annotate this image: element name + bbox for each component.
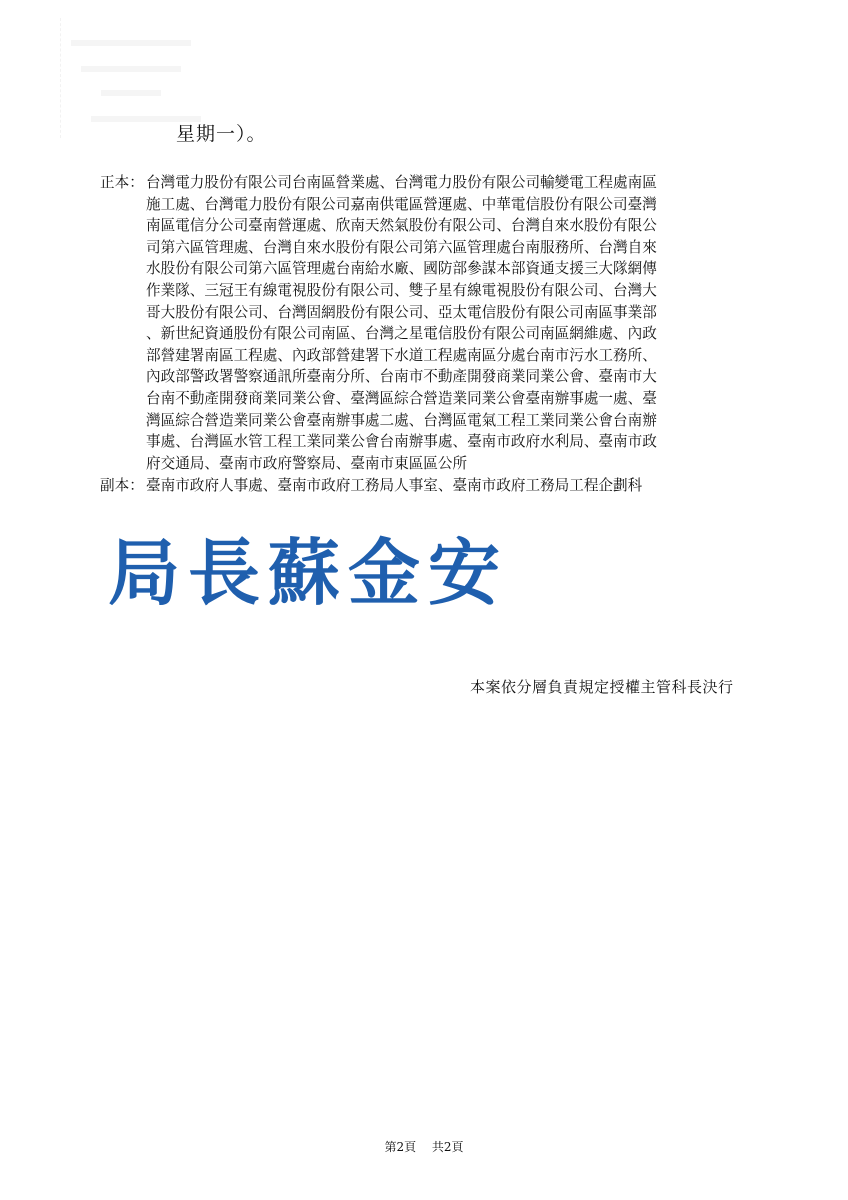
recipient-line: 事處、台灣區水管工程工業同業公會台南辦事處、臺南市政府水利局、臺南市政 xyxy=(146,433,657,451)
copy-recipients-label: 副本： xyxy=(100,477,144,495)
recipients-block xyxy=(100,172,760,497)
main-recipients xyxy=(100,172,760,474)
page-total: 共2頁 xyxy=(431,1140,464,1154)
recipient-line: 、新世紀資通股份有限公司南區、台灣之星電信股份有限公司南區網維處、內政 xyxy=(146,325,657,343)
recipient-line: 內政部警政署警察通訊所臺南分所、台南市不動產開發商業同業公會、臺南市大 xyxy=(146,368,657,386)
recipient-line: 臺南市政府人事處、臺南市政府工務局人事室、臺南市政府工務局工程企劃科 xyxy=(146,477,643,495)
recipient-line: 哥大股份有限公司、台灣固網股份有限公司、亞太電信股份有限公司南區事業部 xyxy=(146,303,657,321)
recipient-line: 南區電信分公司臺南營運處、欣南天然氣股份有限公司、台灣自來水股份有限公 xyxy=(146,217,657,235)
continuation-text: 星期一）。 xyxy=(176,123,267,145)
recipient-line: 灣區綜合營造業同業公會臺南辦事處二處、台灣區電氣工程工業同業公會台南辦 xyxy=(146,411,657,429)
recipient-line: 台南不動產開發商業同業公會、臺灣區綜合營造業同業公會臺南辦事處一處、臺 xyxy=(146,389,657,407)
recipient-line: 台灣電力股份有限公司台南區營業處、台灣電力股份有限公司輸變電工程處南區 xyxy=(146,174,657,191)
recipient-line: 作業隊、三冠王有線電視股份有限公司、雙子星有線電視股份有限公司、台灣大 xyxy=(146,281,657,299)
main-recipients-label: 正本： xyxy=(100,174,144,191)
delegation-note: 本案依分層負責規定授權主管科長決行 xyxy=(470,678,734,696)
main-recipients-list xyxy=(146,172,760,474)
signature-text: 局長蘇金安 xyxy=(108,530,509,615)
recipient-line: 施工處、台灣電力股份有限公司嘉南供電區營運處、中華電信股份有限公司臺灣 xyxy=(146,195,657,213)
recipient-line: 水股份有限公司第六區管理處台南給水廠、國防部參謀本部資通支援三大隊網傳 xyxy=(146,260,657,278)
recipient-line: 府交通局、臺南市政府警察局、臺南市東區區公所 xyxy=(146,454,468,472)
director-signature-stamp xyxy=(108,518,538,618)
page-footer xyxy=(0,1138,848,1155)
copy-recipients xyxy=(100,475,760,497)
page-number: 第2頁 xyxy=(384,1140,417,1154)
copy-recipients-list xyxy=(146,475,760,497)
recipient-line: 司第六區管理處、台灣自來水股份有限公司第六區管理處台南服務所、台灣自來 xyxy=(146,238,657,256)
recipient-line: 部營建署南區工程處、內政部營建署下水道工程處南區分處台南市污水工務所、 xyxy=(146,346,657,364)
